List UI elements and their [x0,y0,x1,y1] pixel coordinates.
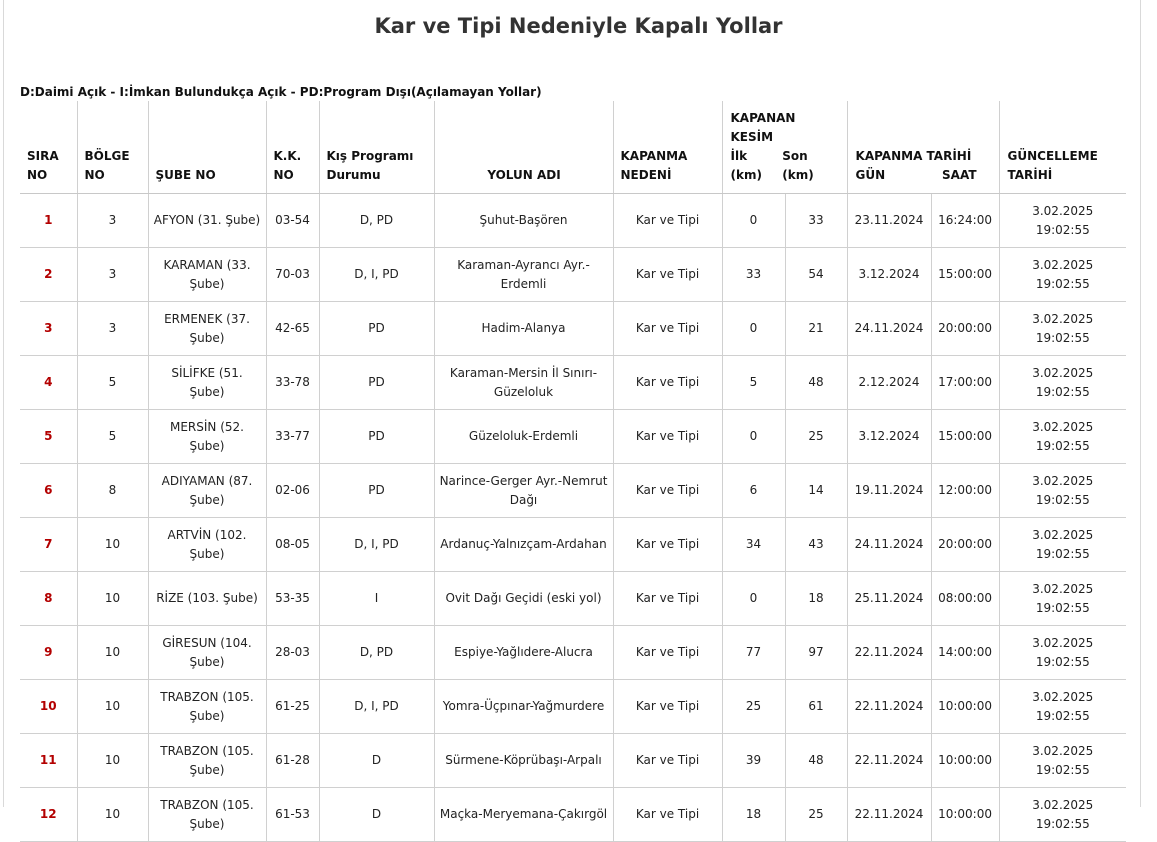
cell-bolge-no: 10 [77,680,148,734]
guncelleme-date: 3.02.2025 [1032,689,1094,704]
cell-sube-no: ADIYAMAN (87. Şube) [148,464,266,518]
header-label: NO [273,168,294,182]
cell-saat: 12:00:00 [931,464,999,518]
cell-guncelleme-tarihi [999,680,1126,734]
header-sira-no [20,101,77,194]
cell-yolun-adi: Güzeloluk-Erdemli [434,410,613,464]
cell-kis-programi: D, I, PD [319,248,434,302]
guncelleme-time: 19:02:55 [1035,384,1090,399]
cell-kis-programi: D, PD [319,194,434,248]
table-row [20,356,1126,410]
status-legend: D:Daimi Açık - I:İmkan Bulundukça Açık - PD:Program Dışı(Açılamayan Yollar) [20,85,542,99]
header-yolun-adi [434,101,613,194]
table-row [20,248,1126,302]
guncelleme-date: 3.02.2025 [1032,365,1094,380]
cell-kis-programi: PD [319,356,434,410]
cell-bolge-no: 3 [77,194,148,248]
cell-ilk-km: 0 [722,194,785,248]
guncelleme-date: 3.02.2025 [1032,473,1094,488]
cell-kk-no: 33-77 [266,410,319,464]
guncelleme-time: 19:02:55 [1035,492,1090,507]
cell-ilk-km: 39 [722,734,785,788]
cell-kapanma-nedeni: Kar ve Tipi [613,788,722,842]
header-label: SIRA [27,149,59,163]
header-label: Durumu [326,168,381,182]
cell-ilk-km: 77 [722,626,785,680]
cell-kk-no: 08-05 [266,518,319,572]
cell-yolun-adi: Narince-Gerger Ayr.-Nemrut Dağı [434,464,613,518]
cell-sira-no: 9 [20,626,77,680]
cell-gun: 3.12.2024 [847,410,931,464]
cell-kk-no: 61-53 [266,788,319,842]
table-row [20,194,1126,248]
header-saat: SAAT [942,168,977,182]
cell-sube-no: TRABZON (105. Şube) [148,680,266,734]
cell-saat: 20:00:00 [931,518,999,572]
cell-kis-programi: D, PD [319,626,434,680]
cell-gun: 22.11.2024 [847,626,931,680]
cell-sube-no: TRABZON (105. Şube) [148,734,266,788]
cell-yolun-adi: Ovit Dağı Geçidi (eski yol) [434,572,613,626]
cell-gun: 19.11.2024 [847,464,931,518]
cell-bolge-no: 10 [77,572,148,626]
cell-son-km: 61 [785,680,847,734]
cell-kapanma-nedeni: Kar ve Tipi [613,734,722,788]
cell-saat: 10:00:00 [931,734,999,788]
cell-kapanma-nedeni: Kar ve Tipi [613,248,722,302]
cell-saat: 10:00:00 [931,680,999,734]
cell-yolun-adi: Karaman-Mersin İl Sınırı-Güzeloluk [434,356,613,410]
cell-guncelleme-tarihi [999,518,1126,572]
cell-sira-no: 12 [20,788,77,842]
cell-sube-no: MERSİN (52. Şube) [148,410,266,464]
cell-sira-no: 4 [20,356,77,410]
cell-guncelleme-tarihi [999,410,1126,464]
header-label: NEDENİ [620,168,672,182]
cell-son-km: 43 [785,518,847,572]
cell-saat: 17:00:00 [931,356,999,410]
cell-gun: 22.11.2024 [847,680,931,734]
guncelleme-time: 19:02:55 [1035,222,1090,237]
header-kapanma-tarihi [847,101,999,194]
header-kapanan-kesim [722,101,847,194]
guncelleme-time: 19:02:55 [1035,546,1090,561]
guncelleme-date: 3.02.2025 [1032,527,1094,542]
cell-bolge-no: 5 [77,356,148,410]
table-row [20,302,1126,356]
cell-yolun-adi: Yomra-Üçpınar-Yağmurdere [434,680,613,734]
cell-yolun-adi: Şuhut-Başören [434,194,613,248]
guncelleme-date: 3.02.2025 [1032,743,1094,758]
cell-kk-no: 42-65 [266,302,319,356]
cell-saat: 15:00:00 [931,410,999,464]
header-label: TARİHİ [1007,168,1053,182]
table-body [20,194,1126,842]
header-label: ŞUBE NO [155,168,216,182]
cell-bolge-no: 10 [77,788,148,842]
cell-son-km: 48 [785,734,847,788]
cell-saat: 08:00:00 [931,572,999,626]
header-label: K.K. [273,149,302,163]
header-label: NO [84,168,105,182]
table-row [20,680,1126,734]
cell-yolun-adi: Espiye-Yağlıdere-Alucra [434,626,613,680]
header-kis-programi [319,101,434,194]
cell-saat: 10:00:00 [931,788,999,842]
guncelleme-date: 3.02.2025 [1032,257,1094,272]
guncelleme-time: 19:02:55 [1035,276,1090,291]
cell-sira-no: 10 [20,680,77,734]
cell-saat: 16:24:00 [931,194,999,248]
guncelleme-time: 19:02:55 [1035,654,1090,669]
cell-ilk-km: 0 [722,302,785,356]
cell-kapanma-nedeni: Kar ve Tipi [613,572,722,626]
cell-yolun-adi: Ardanuç-Yalnızçam-Ardahan [434,518,613,572]
cell-kapanma-nedeni: Kar ve Tipi [613,302,722,356]
cell-son-km: 48 [785,356,847,410]
cell-bolge-no: 8 [77,464,148,518]
cell-ilk-km: 0 [722,410,785,464]
guncelleme-date: 3.02.2025 [1032,581,1094,596]
table-row [20,518,1126,572]
cell-kk-no: 61-28 [266,734,319,788]
cell-sira-no: 2 [20,248,77,302]
cell-bolge-no: 5 [77,410,148,464]
header-label: KAPANMA [620,149,688,163]
table-row [20,410,1126,464]
cell-ilk-km: 33 [722,248,785,302]
cell-guncelleme-tarihi [999,194,1126,248]
cell-ilk-km: 0 [722,572,785,626]
cell-kapanma-nedeni: Kar ve Tipi [613,464,722,518]
header-gun: GÜN [855,168,886,182]
guncelleme-date: 3.02.2025 [1032,797,1094,812]
cell-sube-no: GİRESUN (104. Şube) [148,626,266,680]
cell-yolun-adi: Karaman-Ayrancı Ayr.-Erdemli [434,248,613,302]
cell-kis-programi: PD [319,410,434,464]
cell-ilk-km: 6 [722,464,785,518]
cell-son-km: 97 [785,626,847,680]
header-kapanma-nedeni [613,101,722,194]
table-row [20,626,1126,680]
header-label: Kış Programı [326,149,414,163]
cell-son-km: 18 [785,572,847,626]
cell-gun: 25.11.2024 [847,572,931,626]
cell-ilk-km: 18 [722,788,785,842]
table-row [20,572,1126,626]
cell-kapanma-nedeni: Kar ve Tipi [613,194,722,248]
cell-guncelleme-tarihi [999,464,1126,518]
cell-sira-no: 11 [20,734,77,788]
guncelleme-time: 19:02:55 [1035,438,1090,453]
page-title: Kar ve Tipi Nedeniyle Kapalı Yollar [374,14,783,38]
cell-yolun-adi: Sürmene-Köprübaşı-Arpalı [434,734,613,788]
header-label: KAPANAN KESİM [730,111,796,144]
cell-sube-no: SİLİFKE (51. Şube) [148,356,266,410]
cell-bolge-no: 10 [77,518,148,572]
cell-kapanma-nedeni: Kar ve Tipi [613,680,722,734]
cell-kapanma-nedeni: Kar ve Tipi [613,626,722,680]
cell-kk-no: 70-03 [266,248,319,302]
cell-guncelleme-tarihi [999,626,1126,680]
cell-sira-no: 5 [20,410,77,464]
cell-yolun-adi: Maçka-Meryemana-Çakırgöl [434,788,613,842]
cell-bolge-no: 3 [77,302,148,356]
table-header [20,101,1126,194]
cell-kk-no: 61-25 [266,680,319,734]
guncelleme-time: 19:02:55 [1035,708,1090,723]
cell-kis-programi: D [319,734,434,788]
header-label: NO [27,168,48,182]
cell-son-km: 21 [785,302,847,356]
cell-sira-no: 7 [20,518,77,572]
cell-kk-no: 28-03 [266,626,319,680]
cell-sube-no: TRABZON (105. Şube) [148,788,266,842]
cell-kis-programi: I [319,572,434,626]
cell-kis-programi: D, I, PD [319,680,434,734]
cell-gun: 24.11.2024 [847,518,931,572]
cell-guncelleme-tarihi [999,788,1126,842]
cell-bolge-no: 10 [77,734,148,788]
guncelleme-date: 3.02.2025 [1032,635,1094,650]
cell-kk-no: 03-54 [266,194,319,248]
cell-saat: 15:00:00 [931,248,999,302]
cell-gun: 3.12.2024 [847,248,931,302]
cell-kis-programi: D [319,788,434,842]
header-son-km: Son (km) [782,149,814,182]
cell-kis-programi: PD [319,464,434,518]
cell-gun: 24.11.2024 [847,302,931,356]
cell-guncelleme-tarihi [999,734,1126,788]
guncelleme-time: 19:02:55 [1035,330,1090,345]
header-ilk-km: İlk (km) [730,149,762,182]
cell-bolge-no: 10 [77,626,148,680]
cell-sira-no: 6 [20,464,77,518]
header-bolge-no [77,101,148,194]
header-kk-no [266,101,319,194]
cell-son-km: 25 [785,410,847,464]
cell-kis-programi: PD [319,302,434,356]
header-km-subcolumns [731,147,841,185]
guncelleme-date: 3.02.2025 [1032,419,1094,434]
guncelleme-date: 3.02.2025 [1032,203,1094,218]
guncelleme-time: 19:02:55 [1035,762,1090,777]
cell-kapanma-nedeni: Kar ve Tipi [613,356,722,410]
cell-sira-no: 3 [20,302,77,356]
cell-kk-no: 33-78 [266,356,319,410]
cell-guncelleme-tarihi [999,248,1126,302]
cell-yolun-adi: Hadim-Alanya [434,302,613,356]
cell-sira-no: 8 [20,572,77,626]
cell-gun: 2.12.2024 [847,356,931,410]
cell-gun: 23.11.2024 [847,194,931,248]
cell-kk-no: 53-35 [266,572,319,626]
table-row [20,788,1126,842]
cell-gun: 22.11.2024 [847,788,931,842]
cell-ilk-km: 5 [722,356,785,410]
cell-saat: 20:00:00 [931,302,999,356]
cell-kapanma-nedeni: Kar ve Tipi [613,410,722,464]
table-row [20,464,1126,518]
cell-sube-no: RİZE (103. Şube) [148,572,266,626]
header-label: YOLUN ADI [487,168,561,182]
cell-sube-no: AFYON (31. Şube) [148,194,266,248]
cell-sube-no: ERMENEK (37. Şube) [148,302,266,356]
header-label: GÜNCELLEME [1007,149,1098,163]
cell-kapanma-nedeni: Kar ve Tipi [613,518,722,572]
cell-ilk-km: 25 [722,680,785,734]
cell-son-km: 33 [785,194,847,248]
cell-son-km: 54 [785,248,847,302]
cell-ilk-km: 34 [722,518,785,572]
header-guncelleme-tarihi [999,101,1126,194]
cell-sira-no: 1 [20,194,77,248]
cell-guncelleme-tarihi [999,356,1126,410]
cell-bolge-no: 3 [77,248,148,302]
header-label: KAPANMA TARİHİ [855,149,972,163]
cell-sube-no: ARTVİN (102. Şube) [148,518,266,572]
guncelleme-time: 19:02:55 [1035,600,1090,615]
cell-kk-no: 02-06 [266,464,319,518]
closed-roads-table [20,101,1126,842]
table-row [20,734,1126,788]
cell-gun: 22.11.2024 [847,734,931,788]
cell-saat: 14:00:00 [931,626,999,680]
guncelleme-time: 19:02:55 [1035,816,1090,831]
header-date-subcolumns [856,166,977,185]
header-sube-no [148,101,266,194]
cell-son-km: 14 [785,464,847,518]
guncelleme-date: 3.02.2025 [1032,311,1094,326]
cell-guncelleme-tarihi [999,572,1126,626]
header-label: BÖLGE [84,149,130,163]
cell-kis-programi: D, I, PD [319,518,434,572]
cell-son-km: 25 [785,788,847,842]
cell-guncelleme-tarihi [999,302,1126,356]
cell-sube-no: KARAMAN (33. Şube) [148,248,266,302]
